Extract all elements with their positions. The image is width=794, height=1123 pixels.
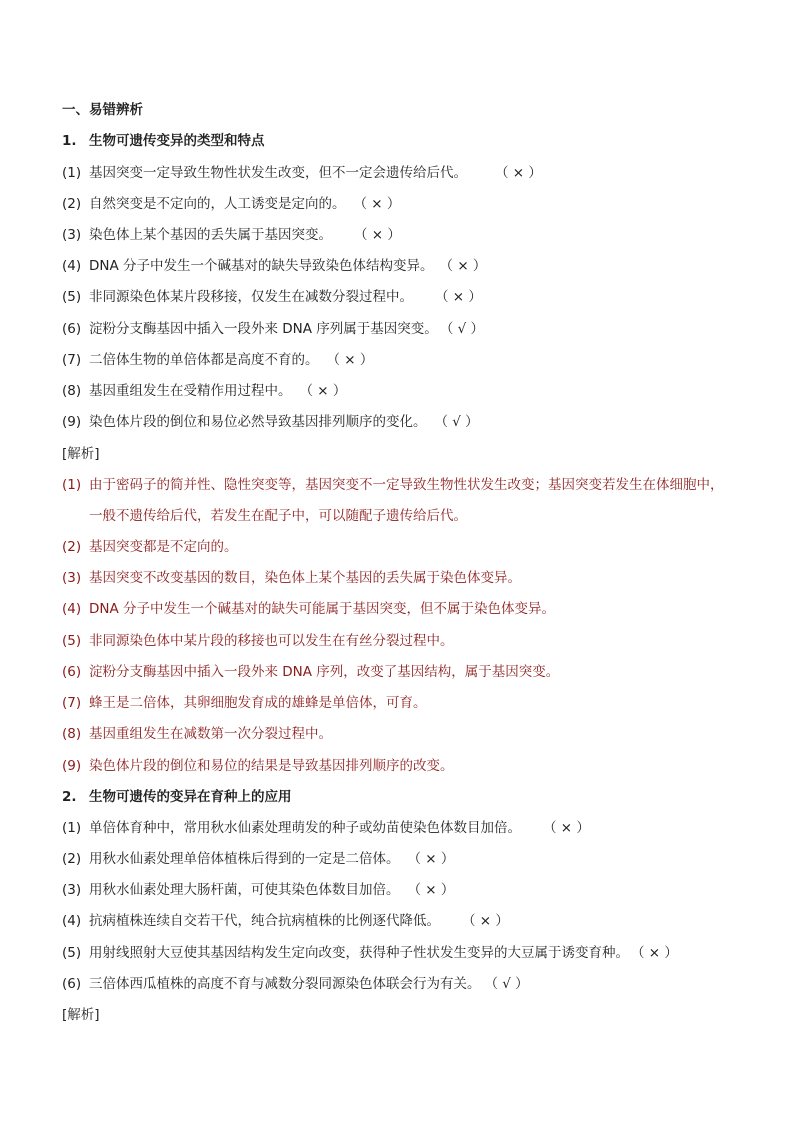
analysis-number: (9) [62, 758, 82, 774]
analysis-item [62, 632, 454, 650]
item-number: (5) [62, 289, 82, 305]
item-number: (1) [62, 165, 82, 181]
item-number: (6) [62, 321, 82, 337]
analysis-number: (6) [62, 664, 82, 680]
item-number: (5) [62, 945, 82, 961]
part1-title [62, 132, 265, 150]
item-answer: （ × ） [353, 196, 401, 212]
list-item [62, 850, 454, 868]
list-item [62, 819, 590, 837]
item-number: (7) [62, 352, 82, 368]
list-item [62, 413, 479, 431]
analysis-item [62, 757, 454, 775]
item-text: 淀粉分支酶基因中插入一段外来 DNA 序列属于基因突变。 [89, 321, 438, 337]
part2-title [62, 788, 292, 806]
item-text: 用射线照射大豆使其基因结构发生定向改变，获得种子性状发生变异的大豆属于诱变育种。 [89, 945, 629, 961]
item-number: (3) [62, 882, 82, 898]
analysis-text: 非同源染色体中某片段的移接也可以发生在有丝分裂过程中。 [89, 633, 454, 649]
part1-title-text: 生物可遗传变异的类型和特点 [89, 133, 265, 149]
item-answer: （ × ） [435, 289, 482, 305]
item-text: 染色体片段的倒位和易位必然导致基因排列顺序的变化。 [89, 414, 427, 430]
item-number: (2) [62, 851, 82, 867]
item-text: DNA 分子中发生一个碱基对的缺失导致染色体结构变异。 [89, 258, 434, 274]
item-answer: （ × ） [439, 258, 487, 274]
item-answer: （ √ ） [439, 321, 484, 337]
analysis-item-continuation: 一般不遗传给后代，若发生在配子中，可以随配子遗传给后代。 [89, 508, 467, 524]
item-answer: （ × ） [299, 383, 347, 399]
analysis-label: [解析] [62, 1007, 100, 1023]
item-answer: （ × ） [407, 882, 455, 898]
analysis-item [62, 600, 555, 618]
list-item [62, 288, 482, 306]
item-text: 染色体上某个基因的丢失属于基因突变。 [89, 227, 332, 243]
list-item [62, 944, 678, 962]
item-answer: （ × ） [407, 851, 455, 867]
item-answer: （ × ） [631, 945, 678, 961]
item-number: (9) [62, 414, 82, 430]
item-answer: （ × ） [326, 352, 374, 368]
list-item [62, 257, 486, 275]
analysis-number: (5) [62, 633, 82, 649]
list-item [62, 975, 529, 993]
analysis-text: 基因重组发生在减数第一次分裂过程中。 [89, 726, 332, 742]
section-title: 一、易错辨析 [62, 102, 143, 118]
analysis-text: 染色体片段的倒位和易位的结果是导致基因排列顺序的改变。 [89, 758, 454, 774]
list-item [62, 226, 401, 244]
item-number: (6) [62, 976, 82, 992]
part2-title-num: 2. [62, 789, 77, 805]
analysis-number: (1) [62, 477, 82, 493]
item-answer: （ × ） [354, 227, 401, 243]
list-item [62, 881, 454, 899]
list-item [62, 382, 346, 400]
analysis-item [62, 694, 427, 712]
analysis-text: 淀粉分支酶基因中插入一段外来 DNA 序列，改变了基因结构，属于基因突变。 [89, 664, 560, 680]
item-text: 单倍体育种中，常用秋水仙素处理萌发的种子或幼苗使染色体数目加倍。 [89, 820, 521, 836]
analysis-text: DNA 分子中发生一个碱基对的缺失可能属于基因突变，但不属于染色体变异。 [89, 601, 556, 617]
item-answer: （ √ ） [434, 414, 479, 430]
analysis-text: 由于密码子的简并性、隐性突变等，基因突变不一定导致生物性状发生改变；基因突变若发生在体细胞中， [89, 477, 724, 493]
analysis-text: 基因突变不改变基因的数目，染色体上某个基因的丢失属于染色体变异。 [89, 570, 521, 586]
analysis-item [62, 538, 238, 556]
item-number: (2) [62, 196, 82, 212]
analysis-item [62, 725, 332, 743]
list-item [62, 351, 373, 369]
item-answer: （ × ） [543, 820, 590, 836]
analysis-item [62, 569, 521, 587]
item-answer: （ × ） [495, 165, 542, 181]
analysis-number: (8) [62, 726, 82, 742]
item-number: (4) [62, 258, 82, 274]
analysis-number: (7) [62, 695, 82, 711]
item-text: 基因重组发生在受精作用过程中。 [89, 383, 292, 399]
list-item [62, 195, 400, 213]
analysis-label: [解析] [62, 446, 100, 462]
item-text: 基因突变一定导致生物性状发生改变，但不一定会遗传给后代。 [89, 165, 467, 181]
analysis-number: (4) [62, 601, 82, 617]
analysis-number: (3) [62, 570, 82, 586]
analysis-item [62, 476, 724, 494]
item-text: 二倍体生物的单倍体都是高度不育的。 [89, 352, 319, 368]
part2-title-text: 生物可遗传的变异在育种上的应用 [89, 789, 292, 805]
item-text: 自然突变是不定向的，人工诱变是定向的。 [89, 196, 346, 212]
item-text: 用秋水仙素处理单倍体植株后得到的一定是二倍体。 [89, 851, 400, 867]
item-number: (8) [62, 383, 82, 399]
analysis-item [62, 663, 559, 681]
item-text: 非同源染色体某片段移接，仅发生在减数分裂过程中。 [89, 289, 413, 305]
item-answer: （ √ ） [484, 976, 529, 992]
list-item [62, 164, 542, 182]
item-text: 用秋水仙素处理大肠杆菌，可使其染色体数目加倍。 [89, 882, 400, 898]
list-item [62, 320, 484, 338]
list-item [62, 912, 509, 930]
item-text: 抗病植株连续自交若干代，纯合抗病植株的比例逐代降低。 [89, 913, 440, 929]
part1-title-num: 1. [62, 133, 77, 149]
item-text: 三倍体西瓜植株的高度不育与减数分裂同源染色体联会行为有关。 [89, 976, 481, 992]
analysis-number: (2) [62, 539, 82, 555]
analysis-text: 基因突变都是不定向的。 [89, 539, 238, 555]
item-number: (1) [62, 820, 82, 836]
item-number: (3) [62, 227, 82, 243]
item-number: (4) [62, 913, 82, 929]
item-answer: （ × ） [462, 913, 509, 929]
analysis-text: 蜂王是二倍体，其卵细胞发育成的雄蜂是单倍体，可育。 [89, 695, 427, 711]
